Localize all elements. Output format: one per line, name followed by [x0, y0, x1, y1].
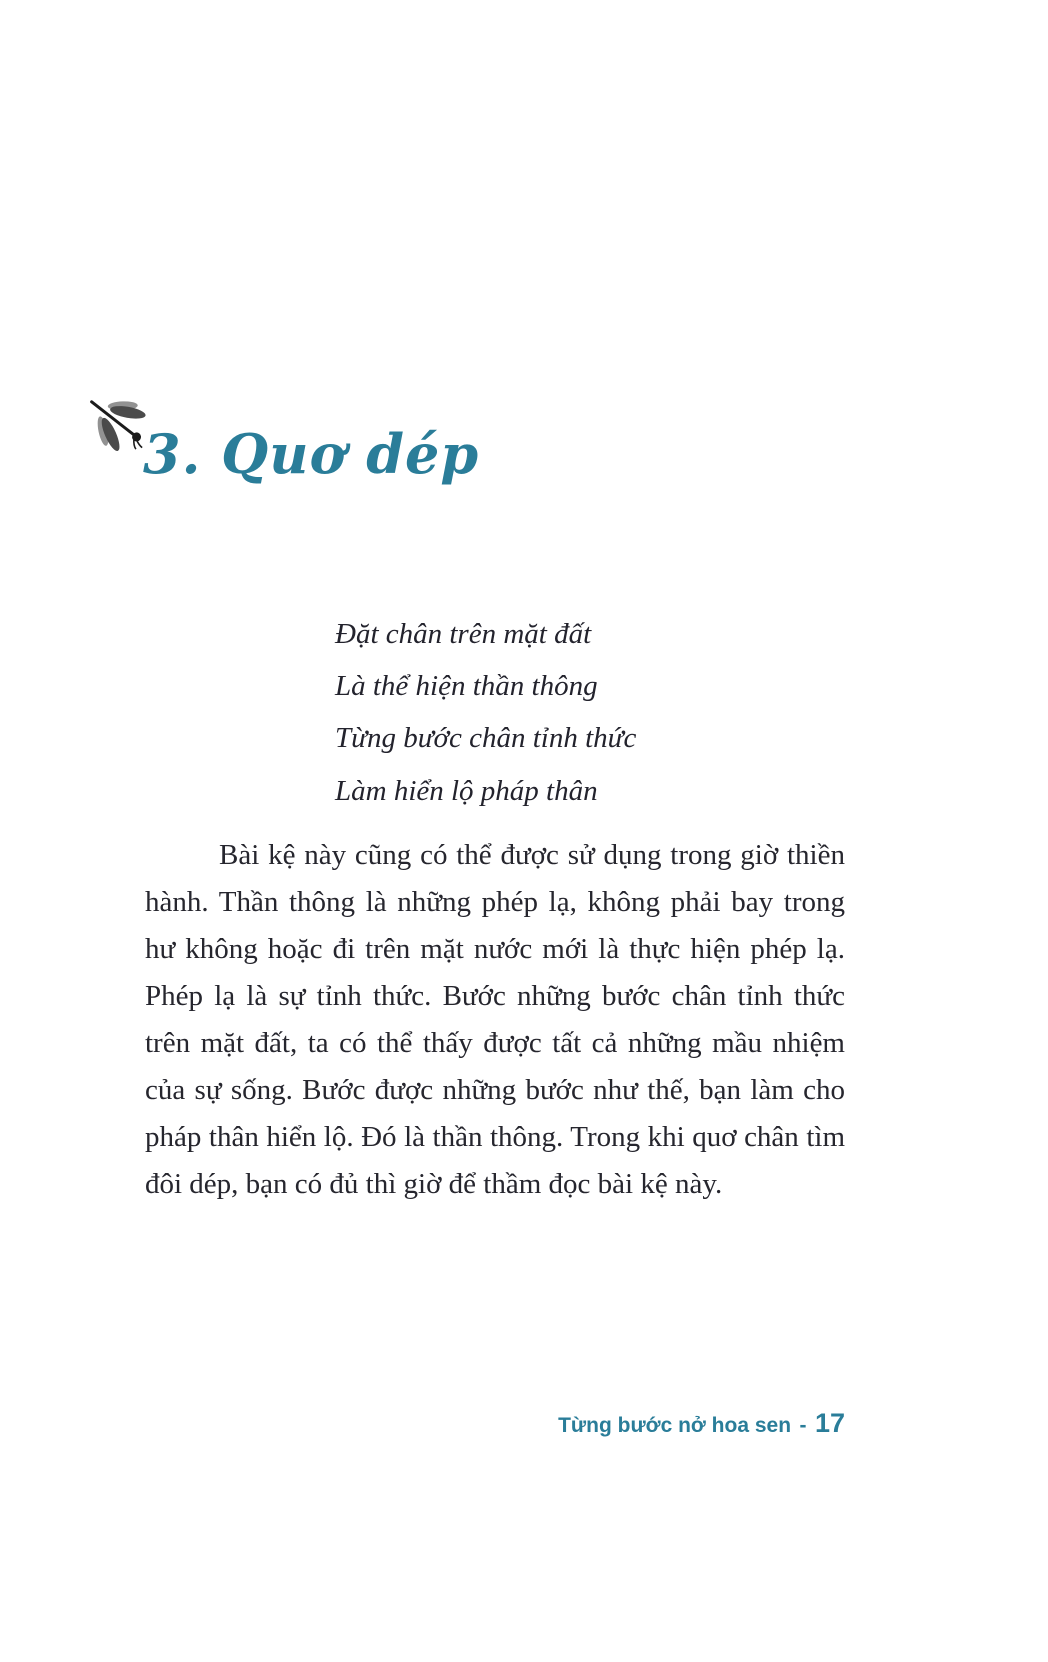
verse-line: Đặt chân trên mặt đất [335, 618, 592, 650]
page-footer [145, 1408, 845, 1439]
verse-line: Là thể hiện thần thông [335, 670, 598, 703]
verse-block [335, 608, 636, 817]
page-number: 17 [814, 1408, 845, 1438]
footer-book-title: Từng bước nở hoa sen [558, 1414, 792, 1437]
verse-line: Làm hiển lộ pháp thân [335, 774, 598, 807]
body-paragraph: Bài kệ này cũng có thể được sử dụng trong giờ thiền hành. Thần thông là những phép lạ, không phải bay trong hư không hoặc đi trên mặt nước mới là thực hiện phép lạ. Phép lạ là sự tỉnh thức. Bước những bước chân tỉnh thức trên mặt đất, ta có thể thấy được tất cả những mầu nhiệm của sự sống. Bước được những bước như thế, bạn làm cho pháp thân hiển lộ. Đó là thần thông. Trong khi quơ chân tìm đôi dép, bạn có đủ thì giờ để thầm đọc bài kệ này. [145, 839, 845, 1200]
verse-line: Từng bước chân tỉnh thức [335, 722, 637, 755]
chapter-title: 3. Quơ dép [143, 422, 480, 486]
footer-separator: - [799, 1414, 807, 1437]
